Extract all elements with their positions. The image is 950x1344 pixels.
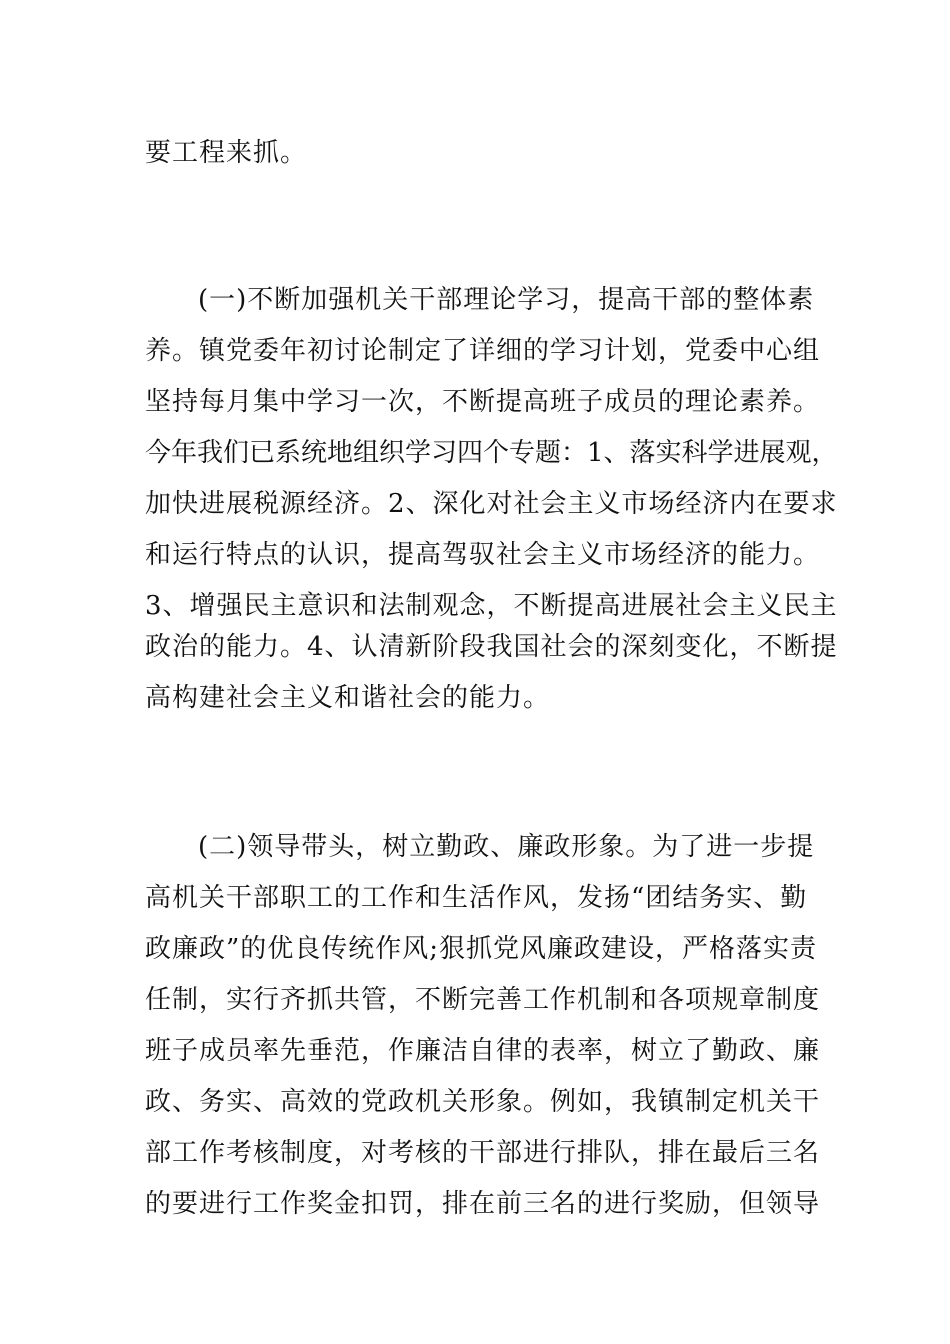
paragraph-2-line-5: 班子成员率先垂范，作廉洁自律的表率，树立了勤政、廉 [145,1036,821,1066]
paragraph-2-line-8: 的要进行工作奖金扣罚，排在前三名的进行奖励，但领导 [145,1189,821,1219]
paragraph-1-line-7: 3、增强民主意识和法制观念，不断提高进展社会主义民主 [145,591,838,621]
paragraph-1-line-8: 政治的能力。4、认清新阶段我国社会的深刻变化，不断提 [145,632,838,662]
paragraph-2-line-7: 部工作考核制度，对考核的干部进行排队，排在最后三名 [145,1138,821,1168]
paragraph-2-line-3: 政廉政”的优良传统作风;狠抓党风廉政建设，严格落实责 [145,934,818,964]
paragraph-2-line-6: 政、务实、高效的党政机关形象。例如，我镇制定机关干 [145,1087,821,1117]
paragraph-2-line-2: 高机关干部职工的工作和生活作风，发扬“团结务实、勤 [145,883,808,913]
paragraph-1-line-1: (一)不断加强机关干部理论学习，提高干部的整体素 [198,285,815,315]
paragraph-2-line-4: 任制，实行齐抓共管，不断完善工作机制和各项规章制度 [145,985,821,1015]
paragraph-1-line-6: 和运行特点的认识，提高驾驭社会主义市场经济的能力。 [145,540,821,570]
paragraph-1-line-2: 养。镇党委年初讨论制定了详细的学习计划，党委中心组 [145,336,821,366]
paragraph-0-line-1: 要工程来抓。 [145,138,308,168]
paragraph-1-line-9: 高构建社会主义和谐社会的能力。 [145,683,551,713]
paragraph-2-line-1: (二)领导带头，树立勤政、廉政形象。为了进一步提 [198,832,815,862]
paragraph-1-line-3: 坚持每月集中学习一次，不断提高班子成员的理论素养。 [145,387,821,417]
paragraph-1-line-4: 今年我们已系统地组织学习四个专题：1、落实科学进展观， [145,438,838,468]
paragraph-1-line-5: 加快进展税源经济。2、深化对社会主义市场经济内在要求 [145,489,838,519]
